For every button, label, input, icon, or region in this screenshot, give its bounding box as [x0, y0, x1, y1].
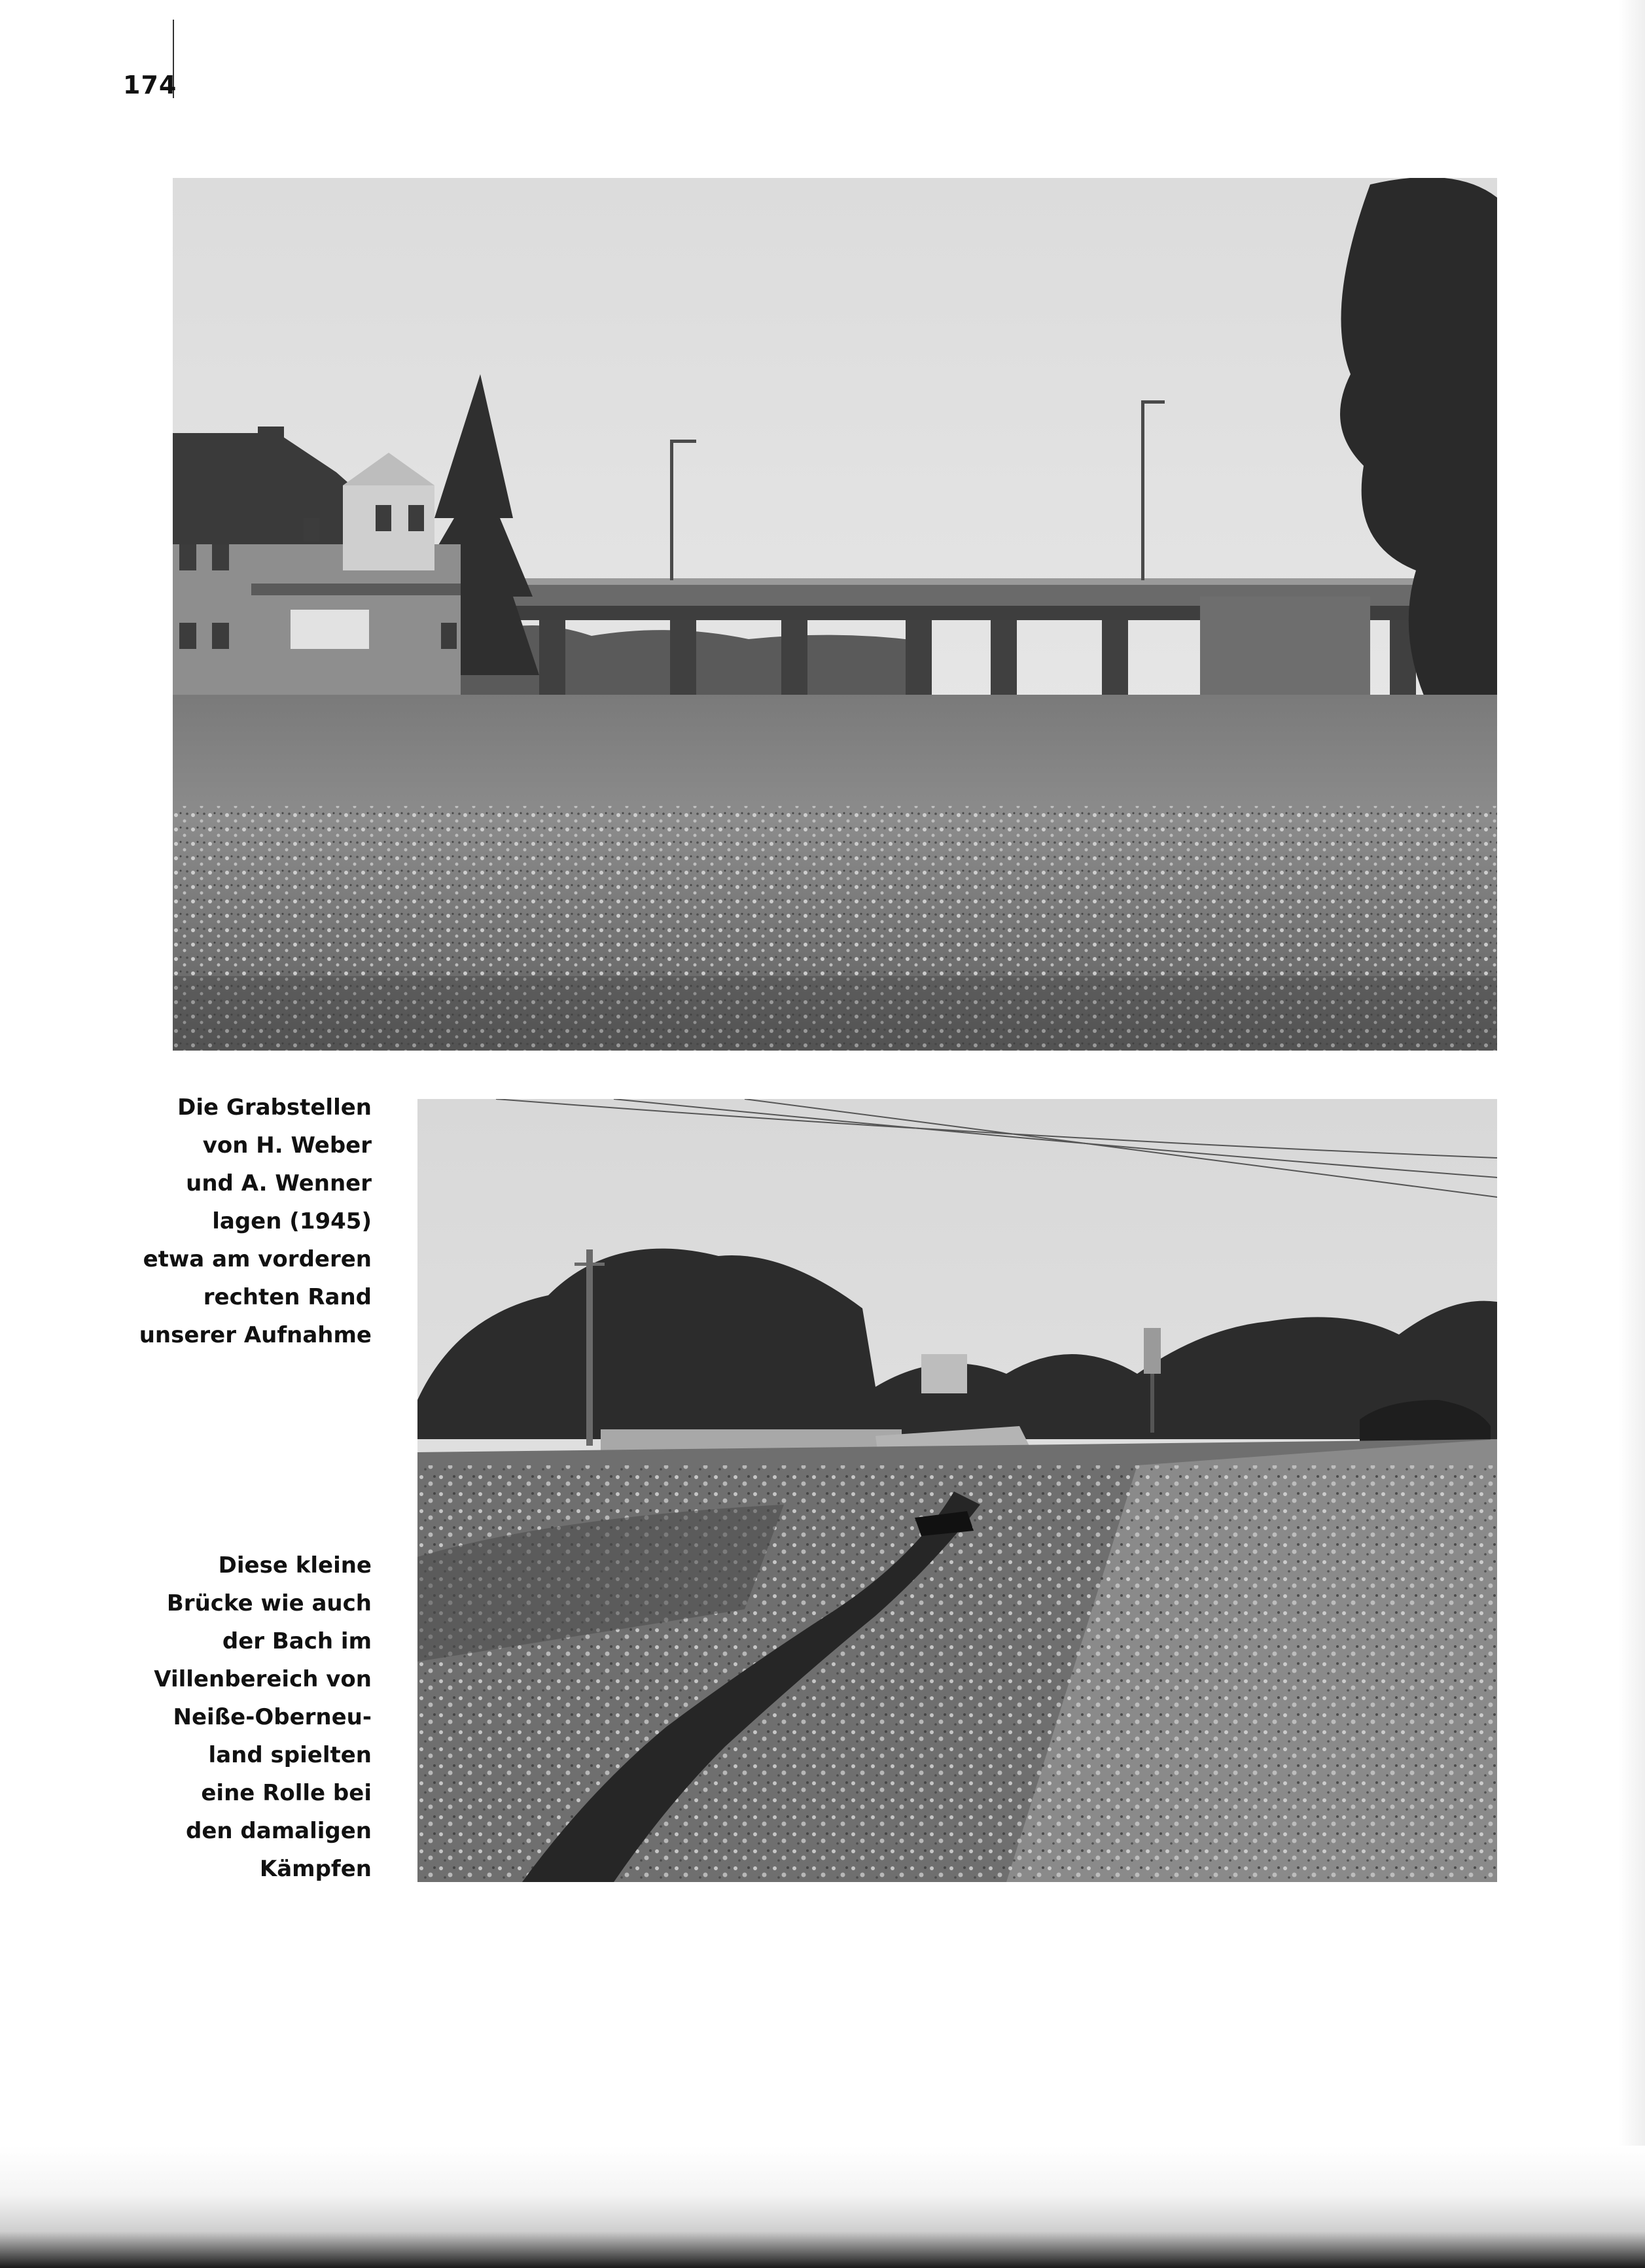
page-number: 174 [123, 71, 177, 99]
photo-small-bridge-and-brook [417, 1099, 1497, 1882]
caption-small-bridge: Diese kleine Brücke wie auch der Bach im Villenbereich von Neiße-Oberneu- land spielten eine Rolle bei den damaligen Kämpfen [154, 1552, 372, 1882]
caption-grave-sites: Die Grabstellen von H. Weber und A. Wenner lagen (1945) etwa am vorderen rechten Rand unserer Aufnahme [139, 1094, 372, 1348]
page-edge-shade [1619, 0, 1645, 2268]
scan-binding-shadow [0, 2146, 1645, 2268]
photo-villa-and-bridge [173, 178, 1497, 1051]
